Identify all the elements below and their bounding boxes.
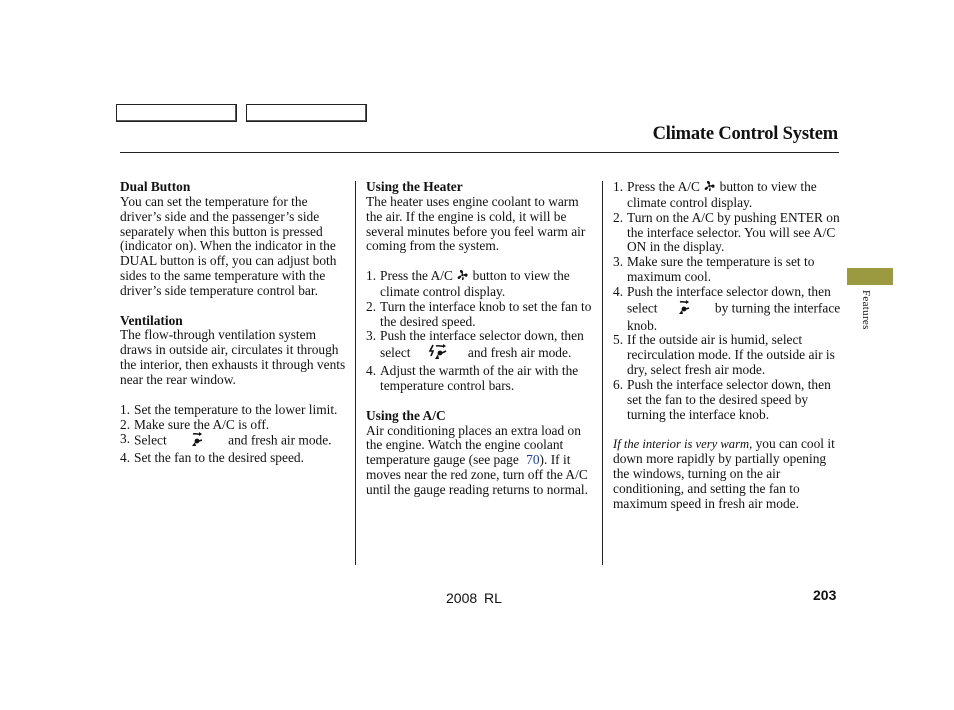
nav-button-next[interactable]	[246, 104, 367, 122]
tip-paragraph: If the interior is very warm, you can cool it down more rapidly by partially opening the windows, turning on the air conditioning, and setting the fan to maximum speed in fresh air mode.	[613, 436, 835, 511]
list-item: 2. Turn on the A/C by pushing ENTER on the interface selector. You will see A/C ON in the display.	[613, 209, 840, 255]
nav-button-previous[interactable]	[116, 104, 237, 122]
dual-button-body: You can set the temperature for the driver’s side and the passenger’s side separately when this button is pressed (indicator on). When the indicator in the DUAL button is off, you can adjust both sides to the same temperature with the driver’s side temperature control bar.	[120, 193, 337, 298]
column-divider	[602, 181, 603, 565]
list-item: 4. Adjust the warmth of the air with the temperature control bars.	[366, 363, 579, 393]
list-item: 6. Push the interface selector down, then set the fan to the desired speed by turning the interface knob.	[613, 376, 831, 422]
list-item: 4. Set the fan to the desired speed.	[120, 450, 304, 466]
list-item: 2. Make sure the A/C is off.	[120, 416, 270, 432]
fan-icon	[456, 269, 469, 285]
page-reference-link[interactable]: 70	[526, 452, 540, 468]
list-item: 3. Make sure the temperature is set to maximum cool.	[613, 254, 815, 285]
list-item: 4. Push the interface selector down, then select by turning the interface knob.	[613, 283, 841, 333]
list-item: 1. Set the temperature to the lower limit.	[120, 401, 338, 417]
ventilation-body: The flow-through ventilation system draws in outside air, circulates it through the interior, then exhausts it through vents near the rear window.	[120, 327, 346, 387]
list-item: 1. Press the A/C button to view the climate control display.	[613, 179, 817, 210]
page-number: 203	[813, 587, 837, 603]
ac-body: Air conditioning places an extra load on the engine. Watch the engine coolant temperature gauge (see page 70). If it moves near the red zone, turn off the A/C until the gauge reading returns to normal.	[366, 422, 588, 497]
vent-face-floor-icon	[427, 344, 451, 364]
list-item: 1. Press the A/C button to view the climate control display.	[366, 268, 570, 299]
heater-body: The heater uses engine coolant to warm the air. If the engine is cold, it will be several minutes before you feel warm air coming from the system.	[366, 193, 586, 254]
tip-italic: If the interior is very warm,	[613, 437, 753, 452]
column-divider	[355, 181, 356, 565]
fan-icon	[703, 180, 716, 196]
footer-model: 2008 RL	[446, 590, 502, 606]
heater-heading: Using the Heater	[366, 179, 463, 194]
list-item: 2. Turn the interface knob to set the fan to the desired speed.	[366, 298, 592, 329]
column-right	[613, 180, 845, 512]
page-title: Climate Control System	[652, 124, 838, 144]
section-tab-marker[interactable]	[847, 268, 893, 285]
list-item: 5. If the outside air is humid, select recirculation mode. If the outside air is dry, select fresh air mode.	[613, 332, 835, 378]
vent-face-icon	[187, 432, 207, 451]
section-tab-label: Features	[860, 290, 872, 330]
header-divider	[120, 152, 839, 153]
list-item: 3. Push the interface selector down, then select and fresh air mode.	[366, 329, 596, 364]
dual-button-heading: Dual Button	[120, 179, 191, 194]
column-left	[120, 180, 348, 466]
list-item: 3. Select and fresh air mode.	[120, 432, 348, 451]
ac-heading: Using the A/C	[366, 407, 446, 423]
ventilation-heading: Ventilation	[120, 312, 183, 328]
vent-face-icon	[674, 300, 694, 319]
column-middle	[366, 180, 596, 498]
